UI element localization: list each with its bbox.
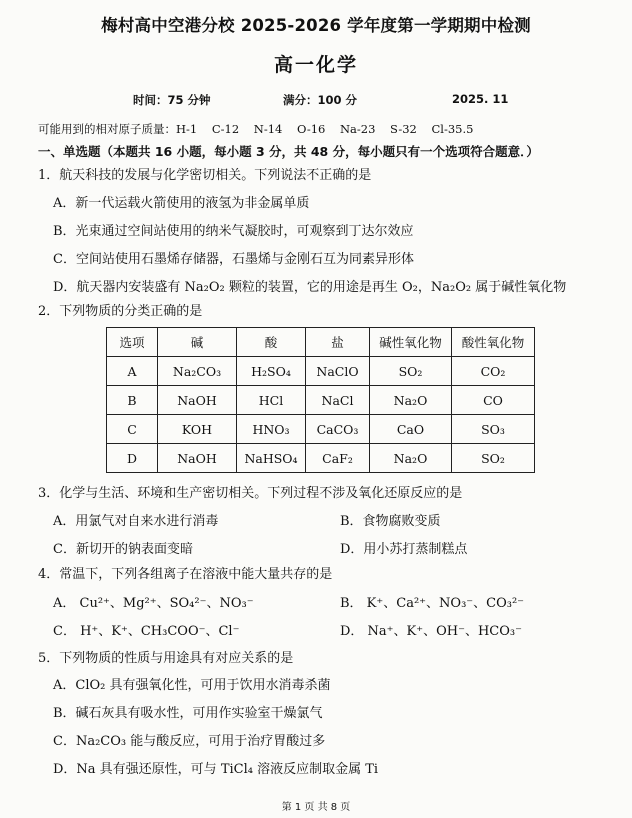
section-heading: 一、单选题（本题共 16 小题，每小题 3 分，共 48 分，每小题只有一个选项符合题意．） [38, 144, 539, 159]
table-cell: CaO [370, 415, 452, 444]
table-cell: KOH [158, 415, 237, 444]
exam-time: 时间：75 分钟 [133, 93, 211, 107]
atomic-masses: 可能用到的相对原子质量：H-1 C-12 N-14 O-16 Na-23 S-32 Cl-35.5 [38, 122, 474, 136]
table-cell: SO₂ [370, 357, 452, 386]
table-cell: D [107, 444, 158, 473]
question-1-option-b: B．光束通过空间站使用的纳米气凝胶时，可观察到丁达尔效应 [53, 224, 414, 239]
table-cell: CO [452, 386, 535, 415]
question-4-option-b: B． K⁺、Ca²⁺、NO₃⁻、CO₃²⁻ [340, 596, 525, 611]
table-cell: Na₂O [370, 444, 452, 473]
question-3-option-a: A．用氯气对自来水进行消毒 [53, 514, 219, 529]
table-cell: NaOH [158, 444, 237, 473]
question-1-stem: 1．航天科技的发展与化学密切相关。下列说法不正确的是 [38, 168, 372, 183]
table-cell: NaHSO₄ [237, 444, 306, 473]
full-score: 满分：100 分 [283, 93, 358, 107]
question-4-option-d: D． Na⁺、K⁺、OH⁻、HCO₃⁻ [340, 624, 522, 639]
question-5-stem: 5．下列物质的性质与用途具有对应关系的是 [38, 651, 294, 666]
table-cell: NaCl [306, 386, 370, 415]
question-3-option-d: D．用小苏打蒸制糕点 [340, 542, 468, 557]
question-4-option-a: A． Cu²⁺、Mg²⁺、SO₄²⁻、NO₃⁻ [53, 596, 254, 611]
table-cell: B [107, 386, 158, 415]
table-cell: SO₂ [452, 444, 535, 473]
table-row [107, 357, 535, 386]
table-cell: H₂SO₄ [237, 357, 306, 386]
table-header-row [107, 328, 535, 357]
exam-title: 梅村高中空港分校 2025-2026 学年度第一学期期中检测 [101, 16, 531, 35]
question-1-option-c: C．空间站使用石墨烯存储器，石墨烯与金刚石互为同素异形体 [53, 252, 414, 267]
table-header-cell: 酸 [237, 328, 306, 357]
question-5-option-d: D．Na 具有强还原性，可与 TiCl₄ 溶液反应制取金属 Ti [53, 762, 379, 777]
table-cell: Na₂O [370, 386, 452, 415]
question-4-option-c: C． H⁺、K⁺、CH₃COO⁻、Cl⁻ [53, 624, 240, 639]
table-header-cell: 碱 [158, 328, 237, 357]
table-row [107, 444, 535, 473]
subject-title: 高一化学 [273, 54, 358, 76]
table-cell: CaF₂ [306, 444, 370, 473]
question-5-option-c: C．Na₂CO₃ 能与酸反应，可用于治疗胃酸过多 [53, 734, 326, 749]
table-cell: C [107, 415, 158, 444]
question-1-option-d: D．航天器内安装盛有 Na₂O₂ 颗粒的装置，它的用途是再生 O₂，Na₂O₂ 属于碱性氧化物 [53, 280, 567, 295]
classification-table [106, 327, 535, 473]
question-4-stem: 4．常温下，下列各组离子在溶液中能大量共存的是 [38, 567, 333, 582]
question-1-option-a: A．新一代运载火箭使用的液氢为非金属单质 [53, 196, 310, 211]
question-3-option-c: C．新切开的钠表面变暗 [53, 542, 193, 557]
table-cell: NaOH [158, 386, 237, 415]
table-row [107, 386, 535, 415]
question-3-option-b: B．食物腐败变质 [340, 514, 441, 529]
question-5-option-b: B．碱石灰具有吸水性，可用作实验室干燥氯气 [53, 706, 323, 721]
table-cell: HNO₃ [237, 415, 306, 444]
exam-date: 2025. 11 [452, 92, 509, 106]
table-cell: CO₂ [452, 357, 535, 386]
table-cell: Na₂CO₃ [158, 357, 237, 386]
table-cell: SO₃ [452, 415, 535, 444]
table-cell: NaClO [306, 357, 370, 386]
page-footer: 第 1 页 共 8 页 [281, 802, 351, 813]
table-header-cell: 选项 [107, 328, 158, 357]
table-header-cell: 盐 [306, 328, 370, 357]
question-5-option-a: A．ClO₂ 具有强氧化性，可用于饮用水消毒杀菌 [53, 678, 331, 693]
table-cell: HCl [237, 386, 306, 415]
table-header-cell: 酸性氧化物 [452, 328, 535, 357]
table-cell: CaCO₃ [306, 415, 370, 444]
question-3-stem: 3．化学与生活、环境和生产密切相关。下列过程不涉及氧化还原反应的是 [38, 486, 463, 501]
question-2-stem: 2．下列物质的分类正确的是 [38, 304, 203, 319]
table-cell: A [107, 357, 158, 386]
table-row [107, 415, 535, 444]
table-header-cell: 碱性氧化物 [370, 328, 452, 357]
